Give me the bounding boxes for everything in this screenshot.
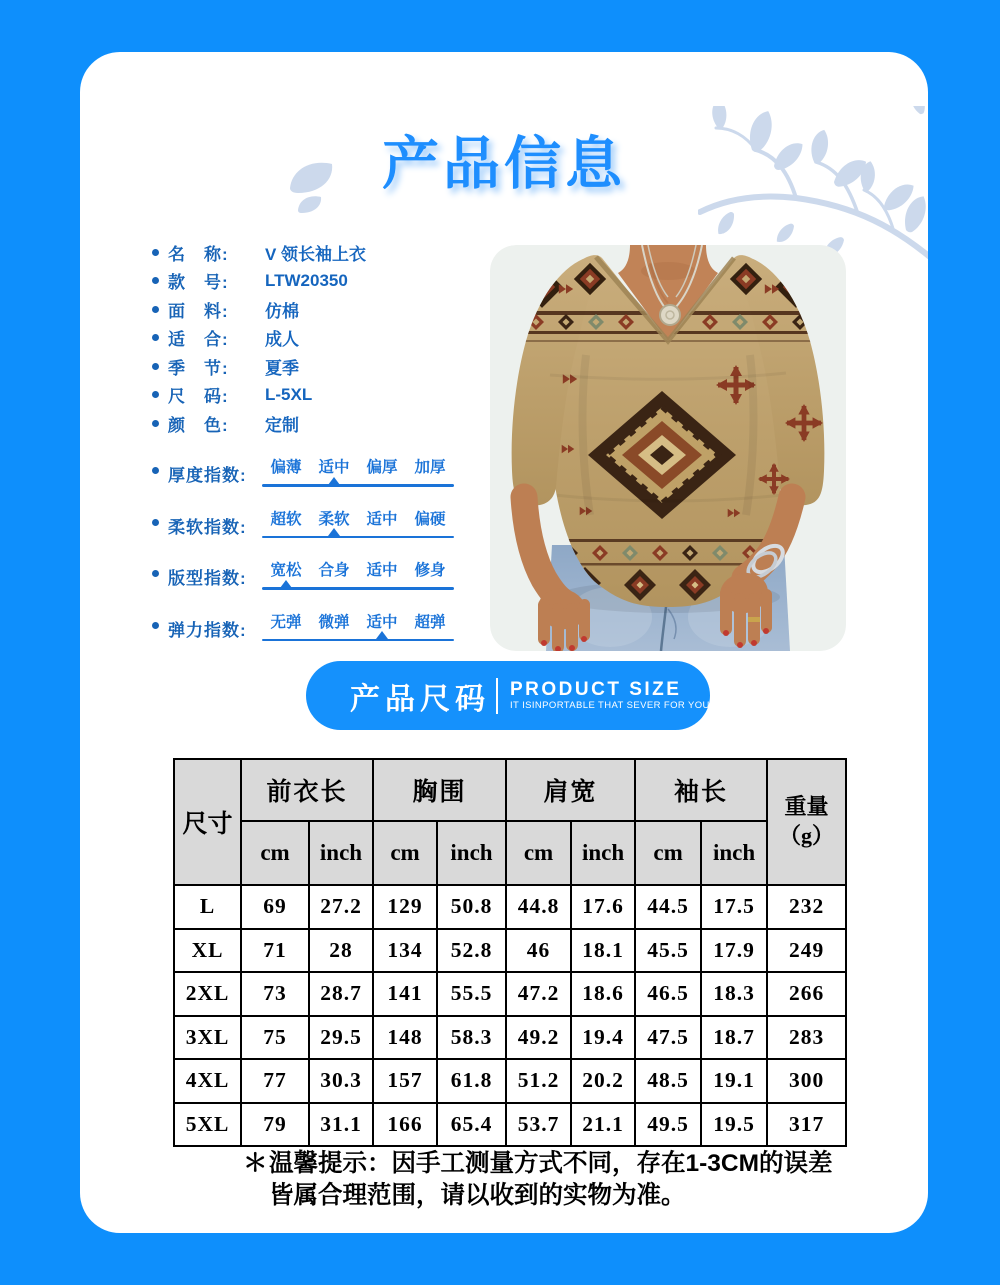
value-cell: 28	[309, 929, 373, 973]
value-cell: 29.5	[309, 1016, 373, 1060]
attribute-label: 颜 色:	[168, 415, 229, 435]
value-cell: 18.6	[571, 972, 635, 1016]
divider	[496, 678, 498, 714]
value-cell: 19.1	[701, 1059, 767, 1103]
size-banner	[306, 661, 710, 730]
bullet-icon	[152, 391, 159, 398]
value-cell: 58.3	[437, 1016, 506, 1060]
attribute-value: V 领长袖上衣	[265, 244, 367, 264]
value-cell: 249	[767, 929, 846, 973]
size-cell: XL	[174, 929, 241, 973]
value-cell: 75	[241, 1016, 309, 1060]
scale-marker-icon	[280, 580, 292, 588]
index-option: 微弹	[318, 613, 350, 631]
index-scale	[262, 510, 454, 539]
index-row-fit	[152, 552, 492, 604]
value-cell: 50.8	[437, 885, 506, 929]
index-scale	[262, 613, 454, 642]
table-weight-header	[767, 759, 846, 885]
size-cell: 5XL	[174, 1103, 241, 1147]
index-row-thickness	[152, 449, 492, 501]
attribute-label: 款 号:	[168, 273, 229, 293]
value-cell: 19.4	[571, 1016, 635, 1060]
table-group-header: 前衣长	[241, 759, 373, 821]
size-cell: 3XL	[174, 1016, 241, 1060]
value-cell: 166	[373, 1103, 437, 1147]
bullet-icon	[152, 420, 159, 427]
value-cell: 28.7	[309, 972, 373, 1016]
index-option: 偏硬	[414, 510, 446, 528]
table-group-header: 胸围	[373, 759, 506, 821]
value-cell: 48.5	[635, 1059, 701, 1103]
value-cell: 266	[767, 972, 846, 1016]
attribute-row	[152, 295, 492, 324]
scale-line	[262, 639, 454, 642]
index-option: 适中	[318, 459, 350, 476]
note-asterisk: ＊	[243, 1150, 268, 1177]
page-title: 产品信息	[382, 132, 626, 196]
value-cell: 44.5	[635, 885, 701, 929]
value-cell: 79	[241, 1103, 309, 1147]
value-cell: 49.5	[635, 1103, 701, 1147]
index-option: 加厚	[414, 459, 446, 476]
weight-header-line2: （g）	[779, 823, 835, 848]
value-cell: 19.5	[701, 1103, 767, 1147]
value-cell: 46.5	[635, 972, 701, 1016]
index-option: 适中	[366, 562, 398, 580]
size-cell: 2XL	[174, 972, 241, 1016]
scale-marker-icon	[328, 477, 340, 485]
value-cell: 283	[767, 1016, 846, 1060]
value-cell: 45.5	[635, 929, 701, 973]
bullet-icon	[152, 467, 159, 474]
table-row	[174, 929, 846, 973]
measurement-note	[243, 1148, 847, 1213]
attribute-value: LTW20350	[265, 270, 348, 290]
value-cell: 17.6	[571, 885, 635, 929]
value-cell: 300	[767, 1059, 846, 1103]
index-option: 超弹	[414, 613, 446, 631]
attribute-value: 夏季	[265, 358, 299, 378]
value-cell: 27.2	[309, 885, 373, 929]
attribute-value: L-5XL	[265, 384, 313, 404]
unit-header: cm	[506, 821, 571, 885]
attribute-value: 成人	[265, 330, 299, 350]
index-option: 无弹	[270, 613, 302, 631]
bullet-icon	[152, 622, 159, 629]
value-cell: 47.5	[635, 1016, 701, 1060]
attribute-row	[152, 381, 492, 410]
size-banner-cn: 产品尺码	[350, 682, 490, 716]
scale-marker-icon	[376, 631, 388, 639]
value-cell: 61.8	[437, 1059, 506, 1103]
size-cell: L	[174, 885, 241, 929]
index-option: 偏厚	[366, 459, 398, 476]
value-cell: 47.2	[506, 972, 571, 1016]
value-cell: 317	[767, 1103, 846, 1147]
unit-header: inch	[571, 821, 635, 885]
value-cell: 52.8	[437, 929, 506, 973]
value-cell: 77	[241, 1059, 309, 1103]
value-cell: 18.1	[571, 929, 635, 973]
value-cell: 51.2	[506, 1059, 571, 1103]
size-cell: 4XL	[174, 1059, 241, 1103]
size-banner-en-title: PRODUCT SIZE	[510, 679, 682, 701]
value-cell: 69	[241, 885, 309, 929]
weight-header-line1: 重量	[784, 794, 829, 820]
index-label: 柔软指数:	[168, 517, 247, 537]
attribute-label: 适 合:	[168, 330, 229, 350]
attribute-label: 名 称:	[168, 244, 229, 264]
product-photo	[490, 245, 846, 651]
attribute-list	[152, 238, 492, 438]
index-label: 弹力指数:	[168, 620, 247, 640]
table-row	[174, 885, 846, 929]
value-cell: 31.1	[309, 1103, 373, 1147]
index-option: 合身	[318, 562, 350, 580]
unit-header: cm	[373, 821, 437, 885]
index-label: 厚度指数:	[168, 466, 247, 485]
value-cell: 71	[241, 929, 309, 973]
table-row	[174, 1016, 846, 1060]
attribute-row	[152, 324, 492, 353]
bullet-icon	[152, 277, 159, 284]
attribute-value: 仿棉	[265, 301, 299, 321]
attribute-label: 面 料:	[168, 301, 229, 321]
index-row-softness	[152, 501, 492, 553]
scale-line	[262, 484, 454, 487]
value-cell: 55.5	[437, 972, 506, 1016]
attribute-row	[152, 267, 492, 296]
value-cell: 21.1	[571, 1103, 635, 1147]
index-option: 偏薄	[270, 459, 302, 476]
value-cell: 134	[373, 929, 437, 973]
size-banner-en-sub: IT ISINPORTABLE THAT SEVER FOR YOU	[510, 699, 710, 711]
value-cell: 129	[373, 885, 437, 929]
bullet-icon	[152, 306, 159, 313]
value-cell: 46	[506, 929, 571, 973]
index-list	[152, 449, 492, 655]
value-cell: 18.3	[701, 972, 767, 1016]
attribute-row	[152, 409, 492, 438]
bullet-icon	[152, 334, 159, 341]
bullet-icon	[152, 519, 159, 526]
value-cell: 73	[241, 972, 309, 1016]
size-table	[173, 758, 847, 1147]
unit-header: inch	[309, 821, 373, 885]
index-label: 版型指数:	[168, 569, 247, 589]
value-cell: 157	[373, 1059, 437, 1103]
index-option: 适中	[366, 613, 398, 631]
value-cell: 53.7	[506, 1103, 571, 1147]
unit-header: inch	[437, 821, 506, 885]
table-corner-header: 尺寸	[174, 759, 241, 885]
table-group-header: 袖长	[635, 759, 767, 821]
index-option: 柔软	[318, 510, 350, 528]
unit-header: cm	[241, 821, 309, 885]
attribute-label: 尺 码:	[168, 387, 229, 407]
index-scale	[262, 458, 454, 487]
attribute-row	[152, 352, 492, 381]
value-cell: 49.2	[506, 1016, 571, 1060]
value-cell: 17.5	[701, 885, 767, 929]
scale-marker-icon	[328, 528, 340, 536]
product-card	[80, 52, 928, 1233]
bullet-icon	[152, 363, 159, 370]
bullet-icon	[152, 570, 159, 577]
index-scale	[262, 561, 454, 590]
note-text: 温馨提示：因手工测量方式不同，存在1-3CM的误差皆属合理范围，请以收到的实物为准。	[269, 1150, 833, 1210]
table-row	[174, 1103, 846, 1147]
index-row-elasticity	[152, 604, 492, 656]
unit-header: inch	[701, 821, 767, 885]
value-cell: 148	[373, 1016, 437, 1060]
table-group-header: 肩宽	[506, 759, 635, 821]
index-option: 适中	[366, 510, 398, 528]
attribute-label: 季 节:	[168, 358, 229, 378]
value-cell: 65.4	[437, 1103, 506, 1147]
table-row	[174, 972, 846, 1016]
bullet-icon	[152, 249, 159, 256]
value-cell: 20.2	[571, 1059, 635, 1103]
unit-header: cm	[635, 821, 701, 885]
scale-line	[262, 536, 454, 539]
index-option: 修身	[414, 562, 446, 580]
value-cell: 141	[373, 972, 437, 1016]
index-option: 超软	[270, 510, 302, 528]
value-cell: 44.8	[506, 885, 571, 929]
value-cell: 17.9	[701, 929, 767, 973]
index-option: 宽松	[270, 562, 302, 580]
attribute-value: 定制	[265, 415, 299, 435]
value-cell: 30.3	[309, 1059, 373, 1103]
size-banner-en	[510, 679, 710, 712]
value-cell: 232	[767, 885, 846, 929]
table-row	[174, 1059, 846, 1103]
value-cell: 18.7	[701, 1016, 767, 1060]
attribute-row	[152, 238, 492, 267]
